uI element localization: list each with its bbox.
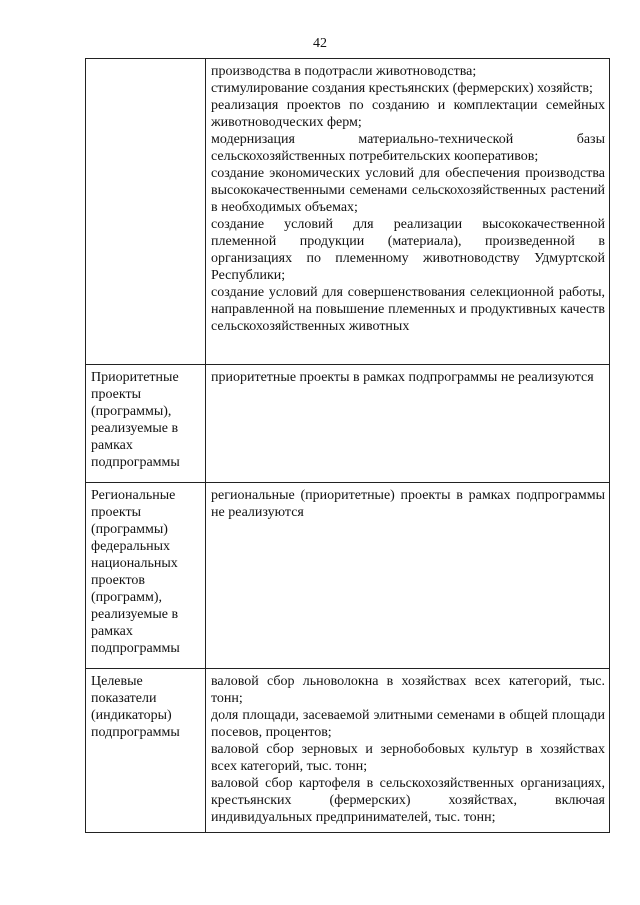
list-item: реализация проектов по созданию и комплектации семейных животноводческих ферм; — [211, 98, 605, 130]
list-item: доля площади, засеваемой элитными семенами в общей площади посевов, процентов; — [211, 708, 605, 740]
row-label: Целевые показатели (индикаторы) подпрограммы — [91, 674, 180, 740]
row-label-cell — [86, 483, 206, 669]
row-label-cell — [86, 669, 206, 833]
table-row — [86, 365, 610, 483]
table-row — [86, 59, 610, 365]
row-content-cell — [206, 669, 610, 833]
list-item: приоритетные проекты в рамках подпрограммы не реализуются — [211, 370, 594, 385]
row-content-cell — [206, 59, 610, 365]
row-content-cell — [206, 483, 610, 669]
page-number: 42 — [313, 36, 327, 51]
list-item: создание условий для реализации высококачественной племенной продукции (материала), произведенной в организациях по племенному животноводству Удмуртской Республики; — [211, 217, 605, 283]
subprogram-passport-table — [85, 58, 610, 833]
list-item: стимулирование создания крестьянских (фермерских) хозяйств; — [211, 81, 593, 96]
row-label: Региональные проекты (программы) федеральных национальных проектов (программ), реализуемые в рамках подпрограммы — [91, 488, 180, 656]
list-item: создание условий для совершенствования селекционной работы, направленной на повышение племенных и продуктивных качеств сельскохозяйственных животных — [211, 285, 605, 334]
list-item: производства в подотрасли животноводства; — [211, 64, 477, 79]
row-label: Приоритетные проекты (программы), реализуемые в рамках подпрограммы — [91, 370, 180, 470]
list-item: модернизация материально-технической базы сельскохозяйственных потребительских кооперативов; — [211, 132, 605, 164]
table-row — [86, 669, 610, 833]
list-item: валовой сбор картофеля в сельскохозяйственных организациях, крестьянских (фермерских) хозяйствах, включая индивидуальных предпринимателей, тыс. тонн; — [211, 776, 605, 825]
list-item: создание экономических условий для обеспечения производства высококачественными семенами сельскохозяйственных растений в необходимых объемах; — [211, 166, 605, 215]
list-item: региональные (приоритетные) проекты в рамках подпрограммы не реализуются — [211, 488, 605, 520]
list-item: валовой сбор зерновых и зернобобовых культур в хозяйствах всех категорий, тыс. тонн; — [211, 742, 605, 774]
list-item: валовой сбор льноволокна в хозяйствах всех категорий, тыс. тонн; — [211, 674, 605, 706]
row-label-cell — [86, 365, 206, 483]
table-row — [86, 483, 610, 669]
row-label-cell — [86, 59, 206, 365]
row-content-cell — [206, 365, 610, 483]
